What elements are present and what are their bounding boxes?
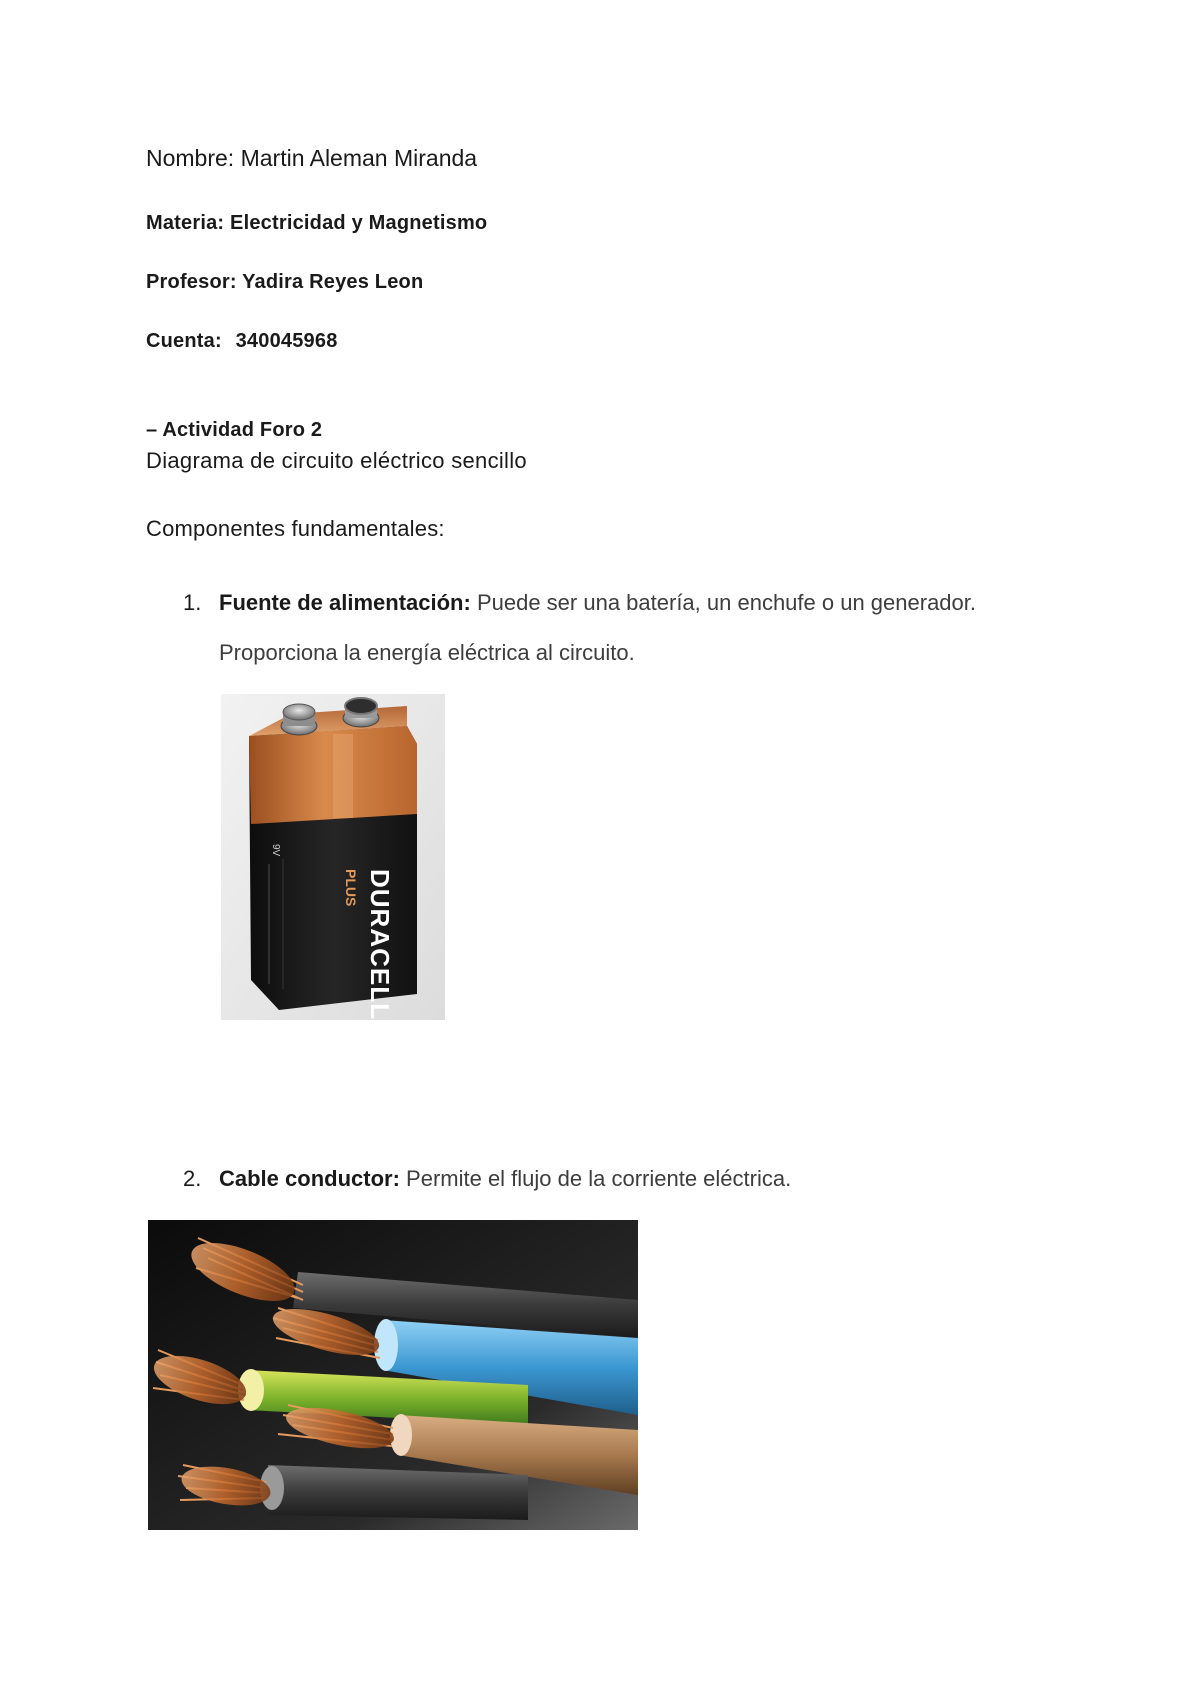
account-label: Cuenta: [146,330,222,352]
subject-line: Materia: Electricidad y Magnetismo [146,212,488,234]
diagram-title: Diagrama de circuito eléctrico sencillo [146,448,527,473]
list-term: Cable conductor: [219,1166,400,1191]
list-description-continued: Proporciona la energía eléctrica al circuito. [219,640,635,665]
list-description: Puede ser una batería, un enchufe o un generador. [476,590,977,615]
list-item [0,1154,1200,1214]
svg-text:DURACELL: DURACELL [365,869,395,1020]
list-description: Permite el flujo de la corriente eléctrica. [406,1166,792,1191]
components-heading: Componentes fundamentales: [146,516,445,541]
list-term: Fuente de alimentación: [219,590,471,615]
list-item-text [219,1154,1119,1204]
account-line [146,330,338,353]
svg-text:PLUS: PLUS [343,869,359,907]
cables-image [148,1220,638,1530]
student-name: Nombre: Martin Aleman Miranda [146,145,478,171]
activity-title: – Actividad Foro 2 [146,419,323,441]
list-item [0,578,1200,688]
list-number: 1. [183,590,202,615]
professor-line: Profesor: Yadira Reyes Leon [146,271,424,293]
list-item-text [219,578,1119,678]
battery-image [221,694,445,1020]
list-number: 2. [183,1166,202,1191]
account-number: 340045968 [235,330,338,352]
svg-text:9V: 9V [270,844,281,857]
